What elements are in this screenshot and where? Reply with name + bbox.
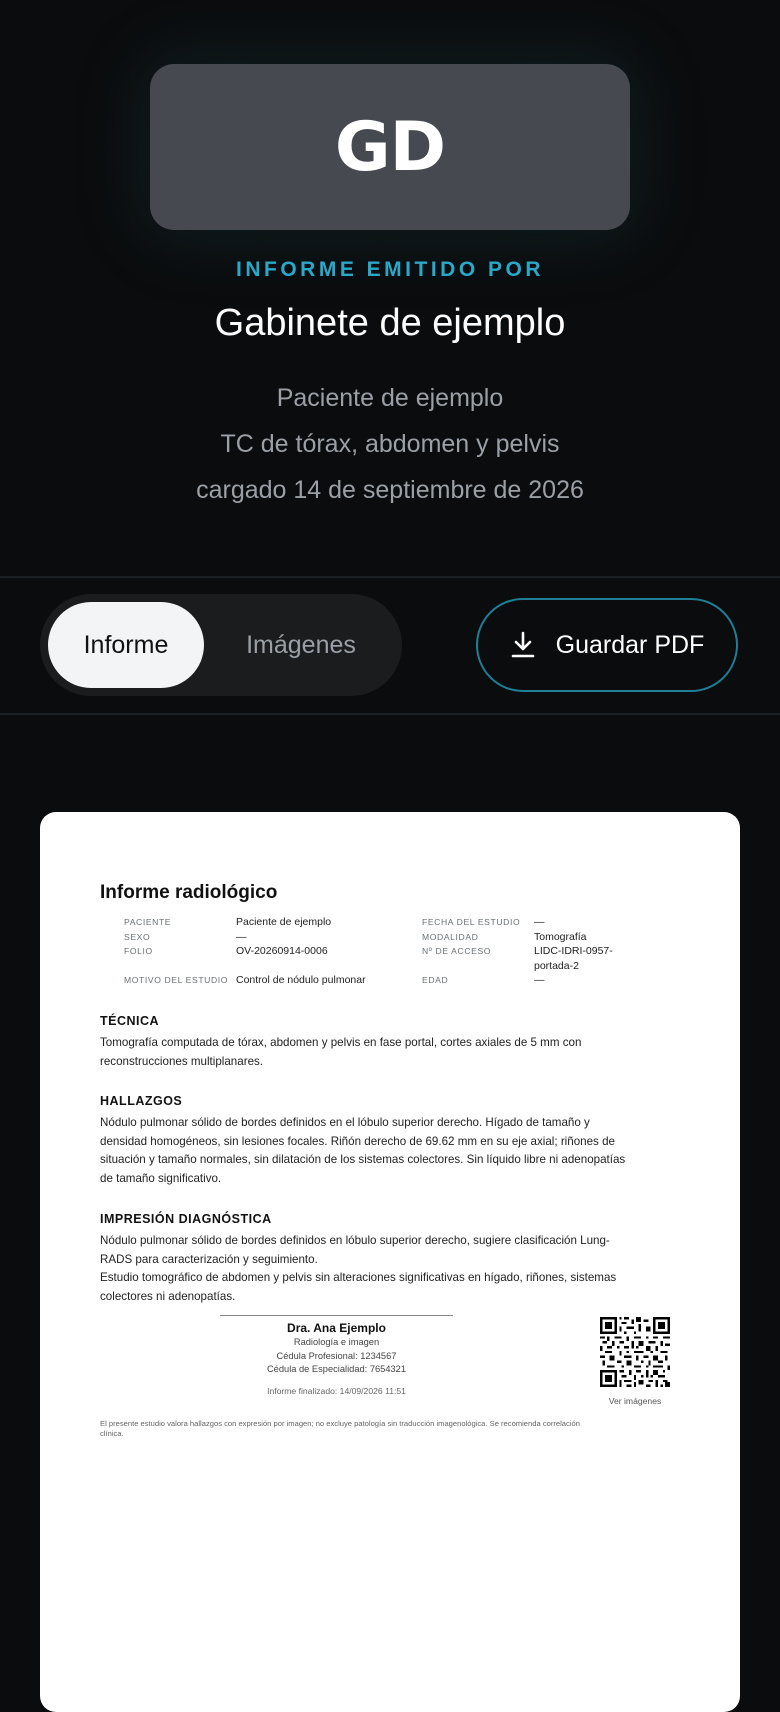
save-pdf-button[interactable] xyxy=(476,598,738,692)
study-name: TC de tórax, abdomen y pelvis xyxy=(220,430,560,458)
report-document xyxy=(40,812,740,1712)
issued-by-label: INFORME EMITIDO POR xyxy=(236,258,544,281)
impresion-line: Nódulo pulmonar sólido de bordes definidos en lóbulo superior derecho, sugiere clasificación Lung- xyxy=(100,1234,610,1247)
impresion-text xyxy=(100,1232,675,1306)
disclaimer-line: El presente estudio valora hallazgos con expresión por imagen; no excluye patología sin traducción imagenológica. Se recomienda correlación xyxy=(100,1419,580,1428)
hallazgos-text xyxy=(100,1114,675,1188)
impresion-line: RADS para caracterización y seguimiento. xyxy=(100,1252,318,1266)
signature-block xyxy=(220,1320,453,1398)
patient-name: Paciente de ejemplo xyxy=(276,384,504,412)
qr-code-icon[interactable] xyxy=(600,1317,670,1387)
motivo-value: Control de nódulo pulmonar xyxy=(236,974,366,986)
hallazgos-line: Nódulo pulmonar sólido de bordes definidos en el lóbulo superior derecho. Hígado de tamaño y xyxy=(100,1116,590,1129)
folio-label: FOLIO xyxy=(124,946,153,956)
acceso-value xyxy=(534,944,624,973)
motivo-label: MOTIVO DEL ESTUDIO xyxy=(124,975,229,985)
signer-cedula-profesional: Cédula Profesional: 1234567 xyxy=(276,1350,397,1361)
sexo-label: SEXO xyxy=(124,931,151,942)
tecnica-line: Tomografía computada de tórax, abdomen y pelvis en fase portal, cortes axiales de 5 mm con xyxy=(100,1036,582,1049)
paciente-value: Paciente de ejemplo xyxy=(236,916,332,928)
upload-date: cargado 14 de septiembre de 2026 xyxy=(196,476,584,504)
tecnica-text xyxy=(100,1034,675,1071)
save-pdf-label: Guardar PDF xyxy=(555,630,705,659)
hallazgos-line: densidad homogéneos, sin lesiones focales. Riñón derecho de 69.62 mm en su eje axial; riñones de xyxy=(100,1134,615,1148)
fecha-label: FECHA DEL ESTUDIO xyxy=(422,917,521,927)
signer-specialty: Radiología e imagen xyxy=(293,1337,380,1347)
view-tabs xyxy=(40,594,402,696)
impresion-line: colectores ni adenopatías. xyxy=(100,1289,236,1303)
tab-imagenes[interactable]: Imágenes xyxy=(246,630,356,659)
report-header xyxy=(0,0,780,576)
report-title: Informe radiológico xyxy=(100,882,278,903)
modalidad-value: Tomografía xyxy=(534,930,587,943)
disclaimer-line: clínica. xyxy=(100,1429,124,1438)
paciente-label: PACIENTE xyxy=(124,917,172,927)
tecnica-heading: TÉCNICA xyxy=(100,1014,160,1028)
organization-name: Gabinete de ejemplo xyxy=(214,302,566,344)
modalidad-label: MODALIDAD xyxy=(422,931,479,942)
impresion-heading: IMPRESIÓN DIAGNÓSTICA xyxy=(100,1212,272,1226)
sexo-value: — xyxy=(236,930,247,943)
hallazgos-line: de tamaño significativo. xyxy=(100,1171,222,1185)
patient-info-table xyxy=(124,915,624,988)
tecnica-line: reconstrucciones multiplanares. xyxy=(100,1054,264,1068)
impresion-line: Estudio tomográfico de abdomen y pelvis sin alteraciones significativas en hígado, riñones, sistemas xyxy=(100,1271,617,1284)
acceso-label: Nº DE ACCESO xyxy=(422,946,492,956)
report-disclaimer xyxy=(100,1419,680,1439)
tab-informe[interactable]: Informe xyxy=(48,602,204,688)
hallazgos-line: situación y tamaño normales, sin dilatación de los sistemas colectores. Sin líquido libre ni adenopatías xyxy=(100,1153,626,1166)
organization-logo xyxy=(150,64,630,230)
signer-name: Dra. Ana Ejemplo xyxy=(287,1321,386,1335)
qr-caption[interactable]: Ver imágenes xyxy=(608,1396,662,1406)
download-icon xyxy=(510,631,536,659)
edad-value: — xyxy=(534,974,545,986)
divider-top xyxy=(0,576,780,578)
signer-cedula-especialidad: Cédula de Especialidad: 7654321 xyxy=(266,1364,407,1374)
hallazgos-heading: HALLAZGOS xyxy=(100,1094,183,1108)
report-finalized-date: Informe finalizado: 14/09/2026 11:51 xyxy=(267,1385,406,1396)
edad-label: EDAD xyxy=(422,975,449,985)
fecha-value: — xyxy=(534,916,545,928)
logo-initials: GD xyxy=(334,107,446,187)
acceso-value-line-2: portada-2 xyxy=(534,959,579,972)
divider-bottom xyxy=(0,713,780,715)
folio-value: OV-20260914-0006 xyxy=(236,945,328,957)
acceso-value-line-1: LIDC-IDRI-0957- xyxy=(534,945,613,957)
signature-line xyxy=(220,1315,453,1316)
